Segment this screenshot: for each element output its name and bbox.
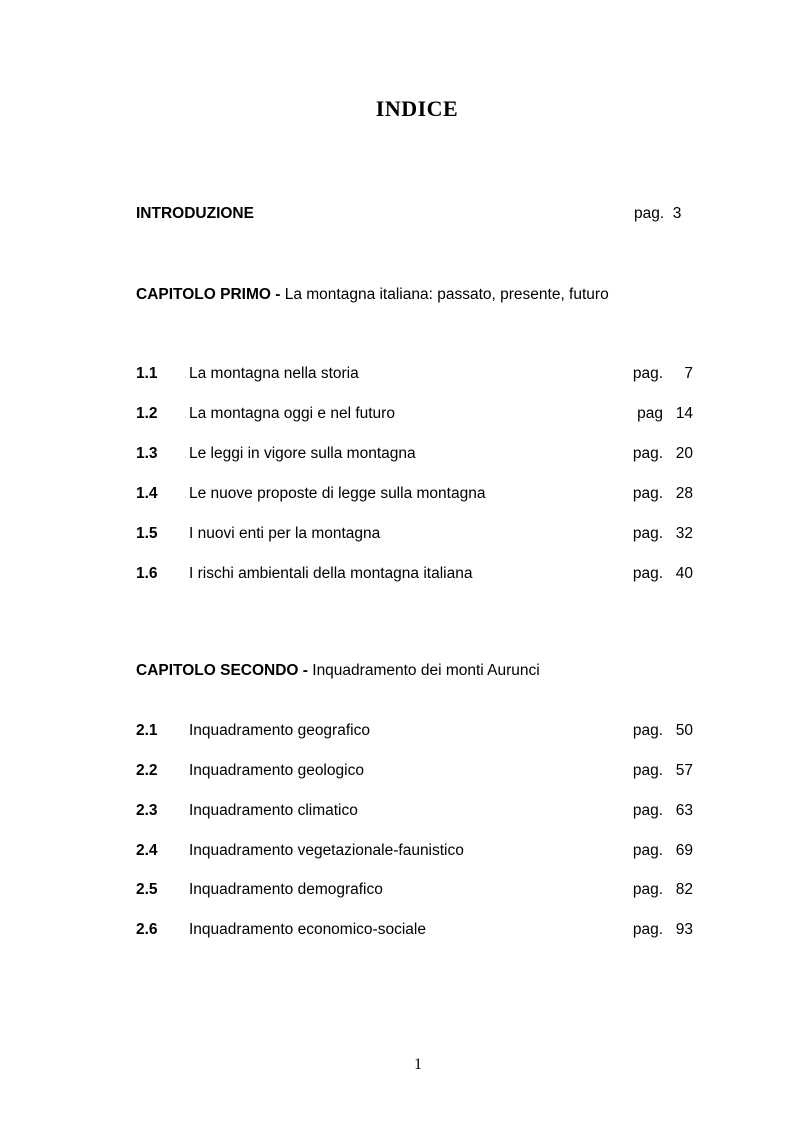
toc-introduction-label: INTRODUZIONE [136,205,254,222]
toc-entry-number: 1.6 [136,565,158,582]
toc-entry-number: 2.4 [136,842,158,859]
chapter-1-heading [136,285,609,305]
toc-entry-number: 2.3 [136,802,158,819]
pag-label: pag. [632,802,663,819]
toc-entry-number: 1.1 [136,365,158,382]
toc-entry-title: La montagna oggi e nel futuro [189,405,395,422]
toc-entry-title: Inquadramento economico-sociale [189,921,426,938]
toc-entry-title: Inquadramento demografico [189,881,383,898]
toc-entry-title: Inquadramento climatico [189,802,358,819]
toc-entry-page [573,761,693,781]
chapter-2-heading [136,661,540,681]
page-ref: 14 [675,405,693,422]
pag-label: pag. [634,205,665,222]
chapter-2-head: CAPITOLO SECONDO - [136,662,308,679]
page-ref: 20 [675,445,693,462]
toc-entry-number: 1.2 [136,405,158,422]
toc-entry-number: 1.3 [136,445,158,462]
toc-entry-page [573,880,693,900]
pag-label: pag. [632,365,663,382]
toc-entry-number: 2.5 [136,881,158,898]
toc-entry-page [573,721,693,741]
page-ref: 32 [675,525,693,542]
page-ref: 50 [675,722,693,739]
pag-label: pag. [632,565,663,582]
toc-entry-page [573,920,693,940]
toc-entry-number: 2.1 [136,722,158,739]
pag-label: pag. [632,762,663,779]
toc-entry-page [573,364,693,384]
toc-entry-page [573,484,693,504]
toc-entry-title: I rischi ambientali della montagna italiana [189,565,473,582]
toc-entry-title: Le nuove proposte di legge sulla montagna [189,485,486,502]
toc-entry-page [573,444,693,464]
pag-label: pag. [632,445,663,462]
pag-label: pag. [632,722,663,739]
toc-entry-number: 2.6 [136,921,158,938]
pag-label: pag. [632,881,663,898]
pag-label: pag [637,405,663,422]
toc-entry-page [573,801,693,821]
page-title: INDICE [375,96,459,121]
chapter-1-head: CAPITOLO PRIMO - [136,286,281,303]
page-ref: 3 [672,205,682,222]
toc-entry-title: Le leggi in vigore sulla montagna [189,445,416,462]
toc-entry-number: 2.2 [136,762,158,779]
page-ref: 93 [675,921,693,938]
toc-introduction-page [634,204,681,224]
toc-entry-title: Inquadramento geografico [189,722,370,739]
toc-entry-title: Inquadramento vegetazionale-faunistico [189,842,464,859]
page-number: 1 [414,1056,422,1073]
pag-label: pag. [632,485,663,502]
page-ref: 7 [684,365,693,382]
toc-entry-page [573,404,693,424]
toc-entry-page [573,841,693,861]
page-ref: 57 [675,762,693,779]
page-ref: 63 [675,802,693,819]
toc-entry-title: I nuovi enti per la montagna [189,525,381,542]
page-ref: 69 [675,842,693,859]
chapter-1-subtitle: La montagna italiana: passato, presente, futuro [280,286,609,303]
toc-entry-page [573,524,693,544]
toc-entry-title: La montagna nella storia [189,365,359,382]
page-ref: 28 [675,485,693,502]
pag-label: pag. [632,525,663,542]
toc-entry-page [573,564,693,584]
page-ref: 40 [675,565,693,582]
pag-label: pag. [632,842,663,859]
toc-entry-title: Inquadramento geologico [189,762,364,779]
toc-entry-number: 1.5 [136,525,158,542]
chapter-2-subtitle: Inquadramento dei monti Aurunci [307,662,540,679]
pag-label: pag. [632,921,663,938]
page-ref: 82 [675,881,693,898]
toc-entry-number: 1.4 [136,485,158,502]
